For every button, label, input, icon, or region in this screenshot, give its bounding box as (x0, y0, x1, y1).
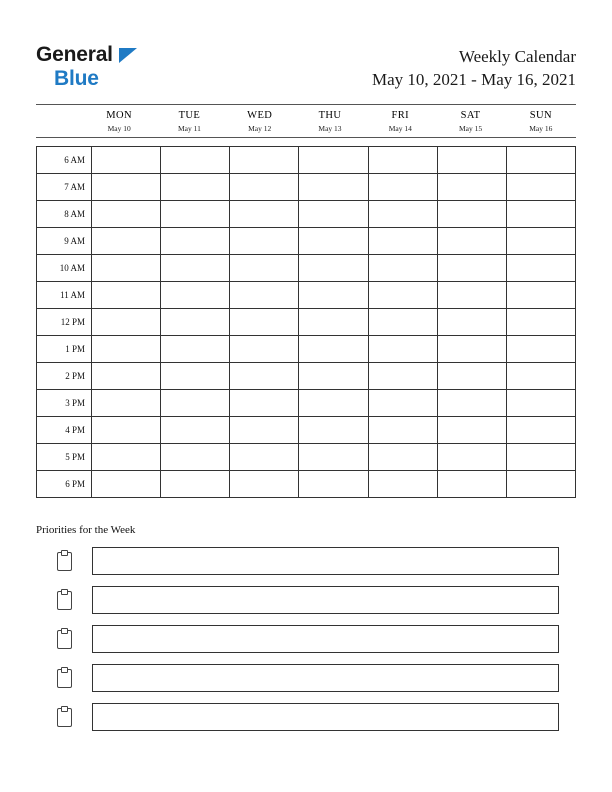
title-block (372, 44, 576, 92)
brand-logo (36, 44, 216, 92)
clipboard-icon (57, 708, 72, 727)
priority-input-4[interactable] (92, 664, 559, 692)
slot-thu[interactable] (299, 282, 368, 309)
clipboard-icon (57, 630, 72, 649)
slot-sun[interactable] (506, 255, 575, 282)
clipboard-icon-wrap (36, 591, 92, 610)
time-label: 10 AM (37, 255, 92, 282)
day-header-wed (225, 109, 295, 135)
slot-tue[interactable] (161, 282, 230, 309)
table-row (37, 201, 576, 228)
day-date: May 13 (318, 124, 342, 133)
day-header-tue (154, 109, 224, 135)
clipboard-icon (57, 669, 72, 688)
slot-sat[interactable] (437, 174, 506, 201)
day-header-sat (435, 109, 505, 135)
slot-tue[interactable] (161, 255, 230, 282)
priority-input-5[interactable] (92, 703, 559, 731)
priority-input-1[interactable] (92, 547, 559, 575)
day-header-divider (36, 137, 576, 138)
day-date: May 12 (248, 124, 272, 133)
list-item (36, 625, 576, 653)
slot-fri[interactable] (368, 174, 437, 201)
slot-mon[interactable] (92, 363, 161, 390)
slot-sun[interactable] (506, 228, 575, 255)
slot-mon[interactable] (92, 174, 161, 201)
time-label: 3 PM (37, 390, 92, 417)
slot-mon[interactable] (92, 309, 161, 336)
slot-wed[interactable] (230, 201, 299, 228)
time-label: 1 PM (37, 336, 92, 363)
day-header-sun (506, 109, 576, 135)
day-header-corner (36, 109, 84, 135)
list-item (36, 547, 576, 575)
slot-sat[interactable] (437, 201, 506, 228)
table-row (37, 417, 576, 444)
slot-sat[interactable] (437, 417, 506, 444)
slot-fri[interactable] (368, 201, 437, 228)
list-item (36, 703, 576, 731)
slot-wed[interactable] (230, 417, 299, 444)
time-label: 6 PM (37, 471, 92, 498)
day-name: MON (106, 110, 132, 121)
slot-thu[interactable] (299, 201, 368, 228)
slot-wed[interactable] (230, 174, 299, 201)
slot-sun[interactable] (506, 201, 575, 228)
day-name: SUN (529, 110, 552, 121)
day-date: May 15 (458, 124, 483, 133)
slot-mon[interactable] (92, 201, 161, 228)
clipboard-icon (57, 552, 72, 571)
slot-sun[interactable] (506, 147, 575, 174)
slot-sun[interactable] (506, 390, 575, 417)
slot-tue[interactable] (161, 309, 230, 336)
clipboard-icon-wrap (36, 669, 92, 688)
day-name: SAT (460, 110, 481, 121)
triangle-flag-icon (119, 48, 137, 63)
day-header-mon (84, 109, 154, 135)
slot-thu[interactable] (299, 228, 368, 255)
table-row (37, 282, 576, 309)
slot-thu[interactable] (299, 309, 368, 336)
time-label: 11 AM (37, 282, 92, 309)
slot-tue[interactable] (161, 147, 230, 174)
slot-sun[interactable] (506, 417, 575, 444)
slot-mon[interactable] (92, 228, 161, 255)
time-label: 6 AM (37, 147, 92, 174)
slot-sat[interactable] (437, 390, 506, 417)
slot-wed[interactable] (230, 336, 299, 363)
slot-tue[interactable] (161, 201, 230, 228)
slot-wed[interactable] (230, 147, 299, 174)
slot-sun[interactable] (506, 471, 575, 498)
page-header (36, 36, 576, 96)
time-grid (36, 146, 576, 498)
slot-wed[interactable] (230, 471, 299, 498)
time-label: 9 AM (37, 228, 92, 255)
day-date: May 10 (107, 124, 131, 133)
slot-tue[interactable] (161, 174, 230, 201)
slot-fri[interactable] (368, 444, 437, 471)
slot-tue[interactable] (161, 444, 230, 471)
slot-fri[interactable] (368, 363, 437, 390)
clipboard-icon (57, 591, 72, 610)
slot-thu[interactable] (299, 390, 368, 417)
slot-mon[interactable] (92, 390, 161, 417)
table-row (37, 174, 576, 201)
slot-mon[interactable] (92, 255, 161, 282)
table-row (37, 471, 576, 498)
table-row (37, 255, 576, 282)
slot-mon[interactable] (92, 471, 161, 498)
slot-sun[interactable] (506, 363, 575, 390)
clipboard-icon-wrap (36, 630, 92, 649)
slot-thu[interactable] (299, 471, 368, 498)
priority-input-3[interactable] (92, 625, 559, 653)
priorities-heading: Priorities for the Week (36, 524, 136, 536)
list-item (36, 664, 576, 692)
slot-wed[interactable] (230, 444, 299, 471)
slot-thu[interactable] (299, 417, 368, 444)
slot-fri[interactable] (368, 228, 437, 255)
slot-wed[interactable] (230, 255, 299, 282)
table-row (37, 444, 576, 471)
day-date: May 16 (529, 124, 553, 133)
date-range: May 10, 2021 - May 16, 2021 (372, 70, 576, 89)
day-name: THU (318, 110, 342, 121)
day-header-thu (295, 109, 365, 135)
table-row (37, 147, 576, 174)
slot-mon[interactable] (92, 444, 161, 471)
table-row (37, 228, 576, 255)
slot-wed[interactable] (230, 282, 299, 309)
slot-tue[interactable] (161, 363, 230, 390)
table-row (37, 363, 576, 390)
day-header-fri (365, 109, 435, 135)
time-label: 2 PM (37, 363, 92, 390)
slot-sat[interactable] (437, 147, 506, 174)
header-divider (36, 104, 576, 105)
slot-fri[interactable] (368, 390, 437, 417)
slot-wed[interactable] (230, 309, 299, 336)
time-label: 8 AM (37, 201, 92, 228)
slot-sun[interactable] (506, 174, 575, 201)
table-row (37, 390, 576, 417)
day-name: WED (247, 110, 273, 121)
slot-thu[interactable] (299, 363, 368, 390)
table-row (37, 336, 576, 363)
slot-sat[interactable] (437, 471, 506, 498)
slot-tue[interactable] (161, 228, 230, 255)
time-label: 5 PM (37, 444, 92, 471)
slot-thu[interactable] (299, 336, 368, 363)
slot-wed[interactable] (230, 363, 299, 390)
slot-wed[interactable] (230, 390, 299, 417)
slot-fri[interactable] (368, 417, 437, 444)
slot-mon[interactable] (92, 147, 161, 174)
brand-logo-top (36, 44, 216, 65)
slot-tue[interactable] (161, 336, 230, 363)
day-date: May 11 (177, 124, 201, 133)
priority-input-2[interactable] (92, 586, 559, 614)
slot-fri[interactable] (368, 309, 437, 336)
table-row (37, 309, 576, 336)
slot-wed[interactable] (230, 228, 299, 255)
slot-sat[interactable] (437, 309, 506, 336)
slot-fri[interactable] (368, 336, 437, 363)
slot-sun[interactable] (506, 309, 575, 336)
time-label: 7 AM (37, 174, 92, 201)
brand-word-general: General (36, 43, 113, 66)
slot-mon[interactable] (92, 417, 161, 444)
slot-sun[interactable] (506, 282, 575, 309)
brand-word-blue: Blue (54, 67, 99, 90)
slot-sun[interactable] (506, 336, 575, 363)
slot-thu[interactable] (299, 174, 368, 201)
slot-sat[interactable] (437, 255, 506, 282)
slot-thu[interactable] (299, 444, 368, 471)
slot-mon[interactable] (92, 336, 161, 363)
page-title: Weekly Calendar (458, 47, 576, 66)
slot-fri[interactable] (368, 282, 437, 309)
day-name: FRI (391, 110, 410, 121)
slot-fri[interactable] (368, 147, 437, 174)
slot-tue[interactable] (161, 417, 230, 444)
slot-thu[interactable] (299, 255, 368, 282)
slot-sun[interactable] (506, 444, 575, 471)
day-date: May 14 (388, 124, 412, 133)
slot-sat[interactable] (437, 228, 506, 255)
slot-sat[interactable] (437, 282, 506, 309)
slot-thu[interactable] (299, 147, 368, 174)
slot-tue[interactable] (161, 471, 230, 498)
list-item (36, 586, 576, 614)
slot-mon[interactable] (92, 282, 161, 309)
time-label: 12 PM (37, 309, 92, 336)
slot-sat[interactable] (437, 444, 506, 471)
slot-sat[interactable] (437, 363, 506, 390)
clipboard-icon-wrap (36, 552, 92, 571)
time-label: 4 PM (37, 417, 92, 444)
slot-fri[interactable] (368, 471, 437, 498)
slot-fri[interactable] (368, 255, 437, 282)
slot-sat[interactable] (437, 336, 506, 363)
clipboard-icon-wrap (36, 708, 92, 727)
day-name: TUE (178, 110, 201, 121)
day-header-row (36, 109, 576, 135)
slot-tue[interactable] (161, 390, 230, 417)
